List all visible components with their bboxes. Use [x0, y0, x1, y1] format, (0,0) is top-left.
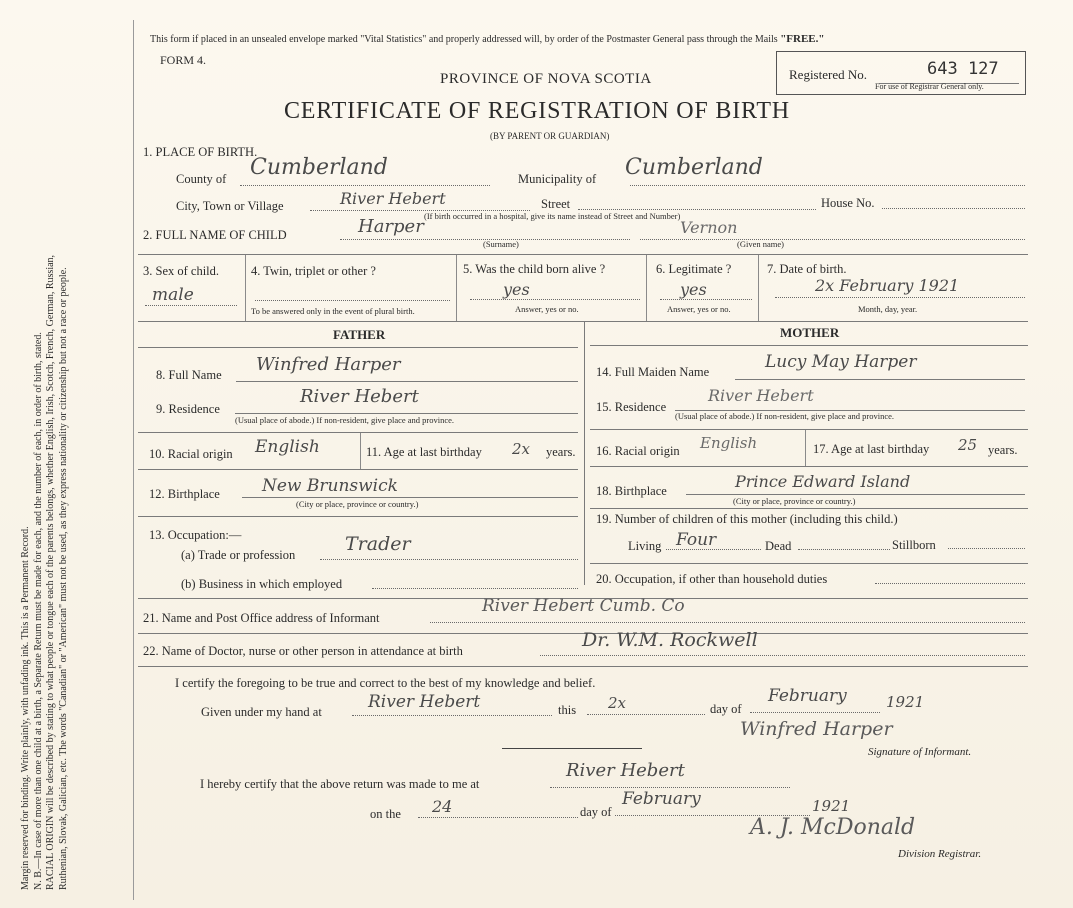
- twin-label: 4. Twin, triplet or other ?: [251, 264, 376, 278]
- date-of-birth-note: Month, day, year.: [858, 304, 918, 314]
- sex-value: male: [152, 285, 194, 305]
- mother-cell-divider: [805, 430, 806, 466]
- father-birthplace-label: 12. Birthplace: [149, 487, 220, 501]
- mother-children-label: 19. Number of children of this mother (including this child.): [596, 512, 898, 526]
- alive-value: yes: [503, 280, 530, 299]
- father-birthplace-note: (City or place, province or country.): [296, 499, 419, 509]
- doctor-value: Dr. W.M. Rockwell: [582, 629, 758, 651]
- alive-note: Answer, yes or no.: [515, 304, 579, 314]
- day-of-label: day of: [710, 702, 742, 716]
- informant-line: [430, 622, 1025, 623]
- row-bottom-rule: [138, 321, 1028, 322]
- this-day-value: 2x: [608, 694, 627, 712]
- registrar-signature-label: Division Registrar.: [898, 848, 982, 860]
- mother-living-line: [666, 549, 761, 550]
- father-name-line: [236, 381, 578, 382]
- row-divider: [456, 255, 457, 321]
- father-business-label: (b) Business in which employed: [181, 577, 343, 591]
- registrar-place-line: [550, 787, 790, 788]
- child-given-name: Vernon: [680, 218, 738, 237]
- street-label: Street: [541, 197, 571, 211]
- registrar-day: 24: [432, 797, 453, 816]
- certify-text: I certify the foregoing to be true and correct to the best of my knowledge and belief.: [175, 676, 596, 690]
- legitimate-line: [660, 299, 752, 300]
- mother-occupation-line: [875, 583, 1025, 584]
- county-value: Cumberland: [250, 155, 388, 180]
- mother-birthplace-note: (City or place, province or country.): [733, 496, 856, 506]
- mother-birthplace-label: 18. Birthplace: [596, 484, 667, 498]
- father-age-value: 2x: [512, 440, 531, 458]
- father-business-line: [372, 588, 578, 589]
- margin-note-line: Ruthenian, Slovak, Galician, etc. The words "Canadian" or "American" must not be used, as they express nationality or citizenship but not a race or people.: [57, 267, 69, 890]
- hospital-note: (If birth occurred in a hospital, give its name instead of Street and Number): [424, 211, 681, 221]
- surname-note: (Surname): [483, 239, 519, 249]
- mother-dead-label: Dead: [765, 539, 792, 553]
- registrar-signature: A. J. McDonald: [750, 815, 916, 840]
- father-residence-note: (Usual place of abode.) If non-resident, give place and province.: [235, 415, 455, 425]
- informant-value: River Hebert Cumb. Co: [482, 596, 685, 616]
- informant-signature-label: Signature of Informant.: [868, 746, 972, 758]
- date-of-birth-line: [775, 297, 1025, 298]
- father-trade-line: [320, 559, 578, 560]
- mother-age-label: 17. Age at last birthday: [813, 442, 930, 456]
- registered-number: 643 127: [927, 59, 999, 79]
- informant-signature: Winfred Harper: [740, 718, 893, 740]
- twin-note: To be answered only in the event of plural birth.: [251, 306, 415, 316]
- margin-notes: [20, 255, 70, 890]
- mother-racial-value: English: [700, 434, 758, 452]
- mother-heading: MOTHER: [780, 325, 840, 340]
- mother-row-rule: [590, 563, 1028, 564]
- date-of-birth-value: 2x February 1921: [815, 276, 960, 295]
- alive-line: [470, 299, 640, 300]
- father-rule: [138, 347, 578, 348]
- margin-note-line: Margin reserved for binding. Write plainly, with unfading ink. This is a Permanent Record.: [20, 526, 31, 890]
- father-trade-value: Trader: [345, 533, 411, 555]
- given-line: [640, 239, 1025, 240]
- mother-name-value: Lucy May Harper: [765, 352, 917, 372]
- this-day-line: [587, 714, 705, 715]
- mother-age-value: 25: [958, 436, 978, 454]
- given-place-value: River Hebert: [368, 692, 481, 712]
- margin-note-line: N. B.—In case of more than one child at a birth, a Separate Return must be made for each, and the number of each, in order of birth, stated.: [32, 332, 44, 890]
- father-racial-value: English: [255, 437, 320, 457]
- father-racial-label: 10. Racial origin: [149, 447, 233, 461]
- registrar-year: 1921: [812, 797, 851, 815]
- registrar-day-line: [418, 817, 578, 818]
- mother-residence-label: 15. Residence: [596, 400, 667, 414]
- mother-row-rule: [590, 429, 1028, 430]
- mother-dead-line: [798, 549, 890, 550]
- mother-living-label: Living: [628, 539, 662, 553]
- registered-box: [776, 51, 1026, 95]
- registrar-month: February: [622, 789, 701, 809]
- father-residence-value: River Hebert: [300, 386, 419, 407]
- municipality-label: Municipality of: [518, 172, 597, 186]
- twin-line: [255, 300, 450, 301]
- father-row-rule: [138, 469, 578, 470]
- mother-row-rule: [590, 508, 1028, 509]
- mother-name-line: [735, 379, 1025, 380]
- mother-residence-note: (Usual place of abode.) If non-resident, give place and province.: [675, 411, 895, 421]
- sex-line: [145, 305, 237, 306]
- registrar-place: River Hebert: [566, 760, 685, 781]
- mother-occupation-label: 20. Occupation, if other than household duties: [596, 572, 828, 586]
- subtitle: (BY PARENT OR GUARDIAN): [490, 131, 610, 141]
- row-divider: [646, 255, 647, 321]
- informant-label: 21. Name and Post Office address of Informant: [143, 611, 380, 625]
- separator-rule: [502, 748, 642, 749]
- place-of-birth-heading: 1. PLACE OF BIRTH.: [143, 145, 258, 159]
- father-years: years.: [546, 445, 576, 459]
- row-divider: [758, 255, 759, 321]
- given-under-label: Given under my hand at: [201, 705, 322, 719]
- doctor-rule: [138, 666, 1028, 667]
- page-title: CERTIFICATE OF REGISTRATION OF BIRTH: [284, 98, 790, 124]
- house-line: [882, 208, 1025, 209]
- mother-birthplace-line: [686, 494, 1025, 495]
- parents-divider: [584, 322, 585, 585]
- month-line: [750, 712, 880, 713]
- mother-rule: [590, 345, 1028, 346]
- mother-name-label: 14. Full Maiden Name: [596, 365, 710, 379]
- father-name-label: 8. Full Name: [156, 368, 222, 382]
- legitimate-note: Answer, yes or no.: [667, 304, 731, 314]
- month-value: February: [768, 686, 847, 706]
- form-number: FORM 4.: [160, 53, 207, 67]
- father-name-value: Winfred Harper: [256, 354, 401, 375]
- county-label: County of: [176, 172, 227, 186]
- city-value: River Hebert: [340, 189, 446, 208]
- mother-stillborn-line: [948, 548, 1025, 549]
- city-label: City, Town or Village: [176, 199, 284, 213]
- legitimate-value: yes: [680, 280, 707, 299]
- doctor-label: 22. Name of Doctor, nurse or other person in attendance at birth: [143, 644, 463, 658]
- municipality-line: [630, 185, 1025, 186]
- margin-note-line: RACIAL ORIGIN will be described by stating to what people or tongue each of the parents belongs, whether English, Irish, Scotch, French, German, Russian,: [45, 254, 56, 890]
- date-of-birth-label: 7. Date of birth.: [767, 262, 847, 276]
- sex-label: 3. Sex of child.: [143, 264, 220, 278]
- father-trade-label: (a) Trade or profession: [181, 548, 296, 562]
- legitimate-label: 6. Legitimate ?: [656, 262, 732, 276]
- father-birthplace-line: [242, 497, 578, 498]
- father-age-label: 11. Age at last birthday: [366, 445, 482, 459]
- father-occupation-label: 13. Occupation:—: [149, 528, 242, 542]
- on-the-label: on the: [370, 807, 401, 821]
- father-cell-divider: [360, 433, 361, 469]
- county-line: [240, 185, 490, 186]
- child-surname: Harper: [358, 216, 424, 237]
- doctor-line: [540, 655, 1025, 656]
- year-value: 1921: [886, 693, 925, 711]
- registrar-day-of-label: day of: [580, 805, 612, 819]
- mother-years: years.: [988, 443, 1018, 457]
- mother-row-rule: [590, 466, 1028, 467]
- registrar-text: I hereby certify that the above return was made to me at: [200, 777, 480, 791]
- father-row-rule: [138, 432, 578, 433]
- alive-label: 5. Was the child born alive ?: [463, 262, 606, 276]
- father-birthplace-value: New Brunswick: [262, 476, 398, 496]
- mother-racial-label: 16. Racial origin: [596, 444, 680, 458]
- top-notice: This form if placed in an unsealed envelope marked "Vital Statistics" and properly addressed will, by order of the Postmaster General pass through the Mails "FREE.": [150, 33, 825, 45]
- father-residence-label: 9. Residence: [156, 402, 220, 416]
- this-label: this: [558, 703, 577, 717]
- child-name-label: 2. FULL NAME OF CHILD: [143, 228, 287, 242]
- mother-birthplace-value: Prince Edward Island: [735, 472, 911, 491]
- father-heading: FATHER: [333, 327, 386, 342]
- province-heading: PROVINCE OF NOVA SCOTIA: [440, 71, 652, 87]
- given-place-line: [352, 715, 552, 716]
- father-row-rule: [138, 516, 578, 517]
- street-line: [578, 209, 816, 210]
- mother-stillborn-label: Stillborn: [892, 538, 936, 552]
- registered-note: For use of Registrar General only.: [875, 82, 984, 91]
- mother-living-value: Four: [676, 530, 717, 550]
- municipality-value: Cumberland: [625, 155, 763, 180]
- row-top-rule: [138, 254, 1028, 255]
- given-note: (Given name): [737, 239, 784, 249]
- registered-label: Registered No.: [789, 67, 867, 82]
- house-label: House No.: [821, 196, 875, 210]
- binding-margin-line: [133, 20, 134, 900]
- father-residence-line: [235, 413, 578, 414]
- row-divider: [245, 255, 246, 321]
- mother-residence-value: River Hebert: [708, 386, 814, 405]
